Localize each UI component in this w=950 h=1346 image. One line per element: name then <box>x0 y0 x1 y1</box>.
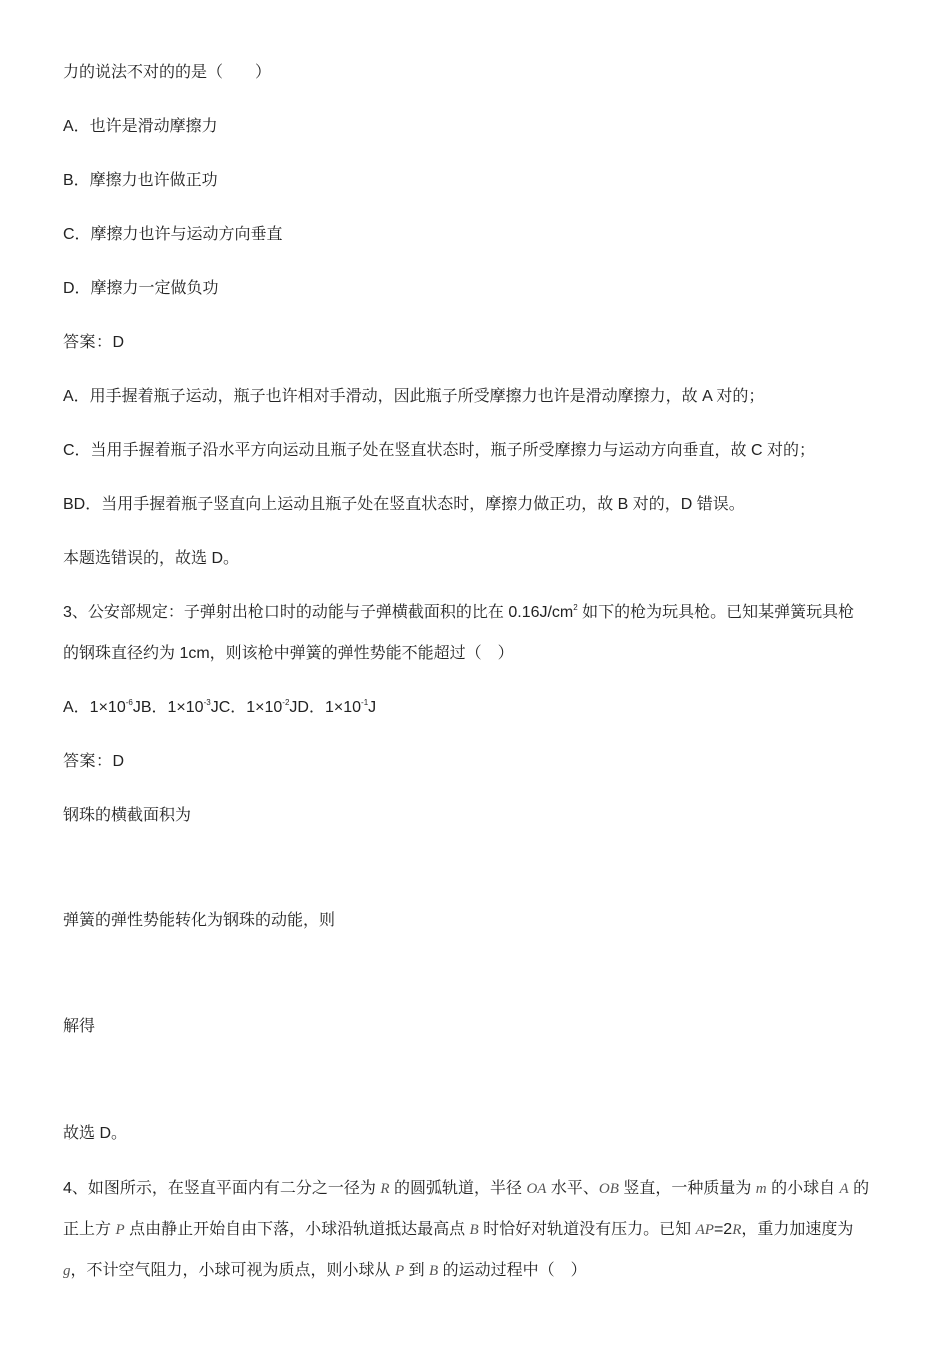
q3-opt-end: J <box>368 699 377 716</box>
math-var: AP <box>695 1222 714 1238</box>
math-var: OB <box>598 1181 619 1197</box>
math-var: R <box>732 1222 742 1238</box>
answer: 答案：D <box>63 334 125 351</box>
math-var: P <box>115 1222 125 1238</box>
q4-text: 点由静止开始自由下落，小球沿轨道抵达最高点 <box>124 1221 470 1238</box>
math-var: P <box>394 1263 405 1279</box>
q3-answer: 答案：D <box>63 753 125 770</box>
q3-conclusion: 故选 D。 <box>63 1125 128 1142</box>
explanation-c: C．当用手握着瓶子沿水平方向运动且瓶子处在竖直状态时，瓶子所受摩擦力与运动方向垂直，故 C 对的； <box>63 442 816 459</box>
explanation-a: A．用手握着瓶子运动，瓶子也许相对手滑动，因此瓶子所受摩擦力也许是滑动摩擦力，故 A 对的； <box>63 388 765 405</box>
math-var: m <box>755 1181 767 1197</box>
conclusion: 本题选错误的，故选 D。 <box>63 550 240 567</box>
q3-opt-c-exp: -2 <box>282 698 290 707</box>
q3-opt-b-exp: -3 <box>203 698 211 707</box>
q3-text-b: 如下的枪为玩具枪。已知某弹簧玩具枪 <box>577 604 855 621</box>
q3-explanation-1: 钢珠的横截面积为 <box>63 807 192 824</box>
q4-text: =2 <box>713 1221 733 1238</box>
math-var: B <box>429 1263 439 1279</box>
q4-text: 竖直，一种质量为 <box>618 1180 756 1197</box>
question-3-line-2: 的钢珠直径约为 1cm，则该枪中弹簧的弹性势能不能超过（ ） <box>63 645 514 662</box>
q4-text: 4、如图所示，在竖直平面内有二分之一径为 <box>63 1180 381 1197</box>
question-4-line-2 <box>63 1219 853 1241</box>
option-c: C．摩擦力也许与运动方向垂直 <box>63 226 283 243</box>
math-var: R <box>380 1181 390 1197</box>
math-var: A <box>839 1181 849 1197</box>
question-stem: 力的说法不对的的是（ ） <box>63 64 272 81</box>
q4-text: 的运动过程中（ ） <box>438 1262 587 1279</box>
q3-text-a: 3、公安部规定：子弹射出枪口时的动能与子弹横截面积的比在 0.16J/cm <box>63 604 574 621</box>
q4-text: 正上方 <box>63 1221 116 1238</box>
q3-opt-a-exp: -6 <box>125 698 133 707</box>
question-3-options <box>63 697 376 719</box>
option-b: B．摩擦力也许做正功 <box>63 172 218 189</box>
q4-text: 水平、 <box>546 1180 599 1197</box>
question-4-line-1 <box>63 1178 869 1200</box>
q4-text: 到 <box>404 1262 430 1279</box>
q4-text: ，不计空气阻力，小球可视为质点，则小球从 <box>70 1262 395 1279</box>
option-a: A．也许是滑动摩擦力 <box>63 118 218 135</box>
math-var: g <box>63 1263 71 1279</box>
q4-text: 的 <box>848 1180 870 1197</box>
q3-opt-a: A．1×10 <box>63 699 126 716</box>
q3-explanation-2: 弹簧的弹性势能转化为钢珠的动能，则 <box>63 912 336 929</box>
q3-explanation-3: 解得 <box>63 1018 96 1035</box>
explanation-bd: BD．当用手握着瓶子竖直向上运动且瓶子处在竖直状态时，摩擦力做正功，故 B 对的，D 错误。 <box>63 496 745 513</box>
question-3-line-1 <box>63 602 854 624</box>
question-4-line-3 <box>63 1260 587 1282</box>
math-var: B <box>469 1222 479 1238</box>
math-var: OA <box>526 1181 547 1197</box>
q4-text: 的小球自 <box>766 1180 840 1197</box>
q4-text: 的圆弧轨道，半径 <box>389 1180 527 1197</box>
q3-opt-c: JC．1×10 <box>210 699 283 716</box>
q3-opt-b: JB．1×10 <box>132 699 204 716</box>
option-d: D．摩擦力一定做负功 <box>63 280 219 297</box>
q3-opt-d-exp: -1 <box>361 698 369 707</box>
q4-text: 时恰好对轨道没有压力。已知 <box>478 1221 696 1238</box>
q4-text: ，重力加速度为 <box>741 1221 854 1238</box>
q3-superscript: 2 <box>573 603 578 612</box>
q3-opt-d: JD．1×10 <box>289 699 362 716</box>
